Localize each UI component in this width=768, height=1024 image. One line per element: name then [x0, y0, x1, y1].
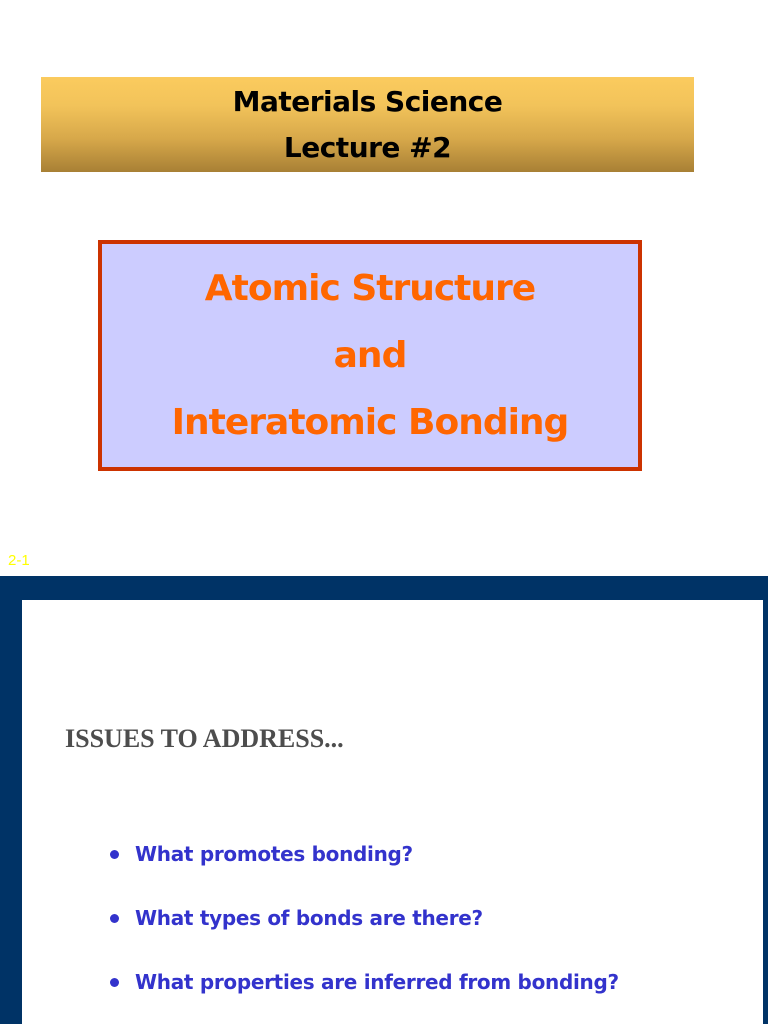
topic-line-1: Atomic Structure [204, 268, 536, 309]
topic-line-3: Interatomic Bonding [171, 402, 569, 443]
topic-line-2: and [333, 335, 407, 376]
bullet-text: What types of bonds are there? [135, 906, 483, 930]
title-banner [41, 77, 694, 172]
slide-content-panel [22, 600, 763, 1024]
list-item [110, 886, 619, 950]
list-item [110, 822, 619, 886]
bullet-text: What properties are inferred from bonding? [135, 970, 619, 994]
bullet-icon [110, 850, 119, 859]
slide-number: 2-1 [8, 552, 30, 569]
lecture-number: Lecture #2 [283, 130, 452, 164]
course-title: Materials Science [232, 84, 503, 118]
bullet-icon [110, 978, 119, 987]
topic-box [98, 240, 642, 471]
issues-heading: ISSUES TO ADDRESS... [65, 724, 344, 753]
bullet-icon [110, 914, 119, 923]
bullet-text: What promotes bonding? [135, 842, 413, 866]
list-item [110, 950, 619, 1014]
slide-issues [0, 576, 768, 1024]
issues-list [110, 822, 619, 1014]
